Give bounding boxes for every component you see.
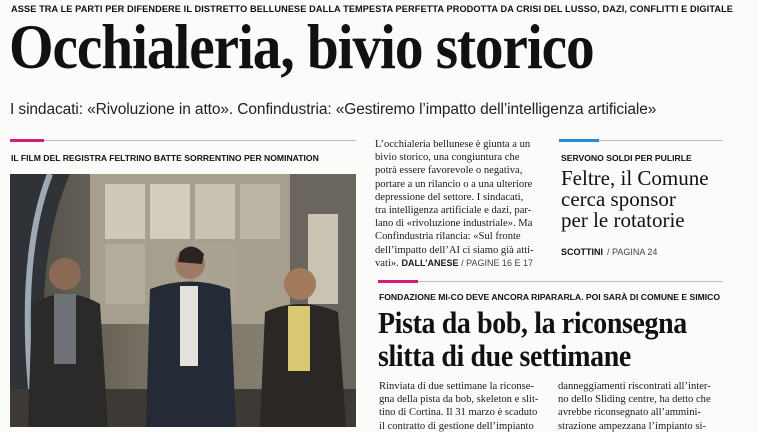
feltre-title-line: per le rotatorie xyxy=(561,208,685,232)
feltre-signature: SCOTTINI xyxy=(561,247,603,257)
feltre-title xyxy=(561,168,709,231)
lead-page-ref: / PAGINE 16 E 17 xyxy=(461,257,534,268)
film-kicker: IL FILM DEL REGISTRA FELTRINO BATTE SORRENTINO PER NOMINATION xyxy=(11,153,319,163)
bob-column-1 xyxy=(379,380,549,433)
lead-line: bivio storico, una congiuntura che xyxy=(375,152,520,164)
bob-kicker: FONDAZIONE MI-CO DEVE ANCORA RIPARARLA. POI SARÀ DI COMUNE E SIMICO xyxy=(379,292,721,302)
bob-line: avrebbe riconsegnato all’ammini- xyxy=(558,407,701,419)
feltre-kicker: SERVONO SOLDI PER PULIRLE xyxy=(561,153,692,163)
divider xyxy=(418,281,723,282)
lead-line: potrà essere favorevole o negativa, xyxy=(375,165,523,177)
lead-line: dell’impatto dell’AI ci siamo già atti- xyxy=(375,244,534,256)
bob-column-2 xyxy=(558,380,728,433)
pink-rule xyxy=(10,139,44,142)
lead-text xyxy=(375,138,545,270)
bob-line: il contratto di gestione dell’impianto xyxy=(379,420,534,432)
pink-rule xyxy=(378,280,418,283)
feltre-page-ref: / PAGINA 24 xyxy=(607,247,658,257)
feltre-title-line: cerca sponsor xyxy=(561,187,676,211)
film-still-image xyxy=(10,174,356,427)
bob-line: Rinviata di due settimane la riconse- xyxy=(379,381,535,392)
lead-line: depressione del settore. I sindacati, xyxy=(375,191,524,203)
main-headline: Occhialeria, bivio storico xyxy=(9,12,594,82)
bob-title-line: slitta di due settimane xyxy=(378,338,631,373)
lead-line: tra intelligenza artificiale e dazi, par- xyxy=(375,205,532,217)
lead-line: portare a un rilancio o a una ulteriore xyxy=(375,178,533,190)
bob-line: strazione ampezzana l’impianto si- xyxy=(558,420,706,432)
bob-title-line: Pista da bob, la riconsegna xyxy=(378,305,687,340)
subheadline: I sindacati: «Rivoluzione in atto». Confindustria: «Gestiremo l’impatto dell’intelligenza artificiale» xyxy=(10,101,657,118)
lead-line: vati». xyxy=(375,257,399,269)
bob-line: no dello Sliding centre, ha detto che xyxy=(558,394,711,406)
top-kicker: ASSE TRA LE PARTI PER DIFENDERE IL DISTRETTO BELLUNESE DALLA TEMPESTA PERFETTA PRODOTTA DA CRISI DEL LUSSO, DAZI, CONFLITTI E DIGITALE xyxy=(11,4,734,14)
bob-title xyxy=(378,306,687,372)
bob-line: tino di Cortina. Il 31 marzo è scaduto xyxy=(379,407,538,419)
bob-line: gna della pista da bob, skeleton e slit- xyxy=(379,394,539,406)
feltre-title-line: Feltre, il Comune xyxy=(561,166,709,190)
blue-rule xyxy=(559,139,599,142)
feltre-byline xyxy=(561,242,657,260)
divider xyxy=(44,140,356,141)
bob-line: danneggiamenti riscontrati all’inter- xyxy=(558,381,711,392)
divider xyxy=(599,140,723,141)
lead-line: L’occhialeria bellunese è giunta a un xyxy=(375,139,531,150)
film-still-photo xyxy=(10,174,356,427)
lead-signature: DALL’ANESE xyxy=(401,257,459,268)
lead-line: Confindustria rilancia: «Sul fronte xyxy=(375,231,521,243)
lead-line: lano di «rivoluzione industriale». Ma xyxy=(375,218,533,230)
